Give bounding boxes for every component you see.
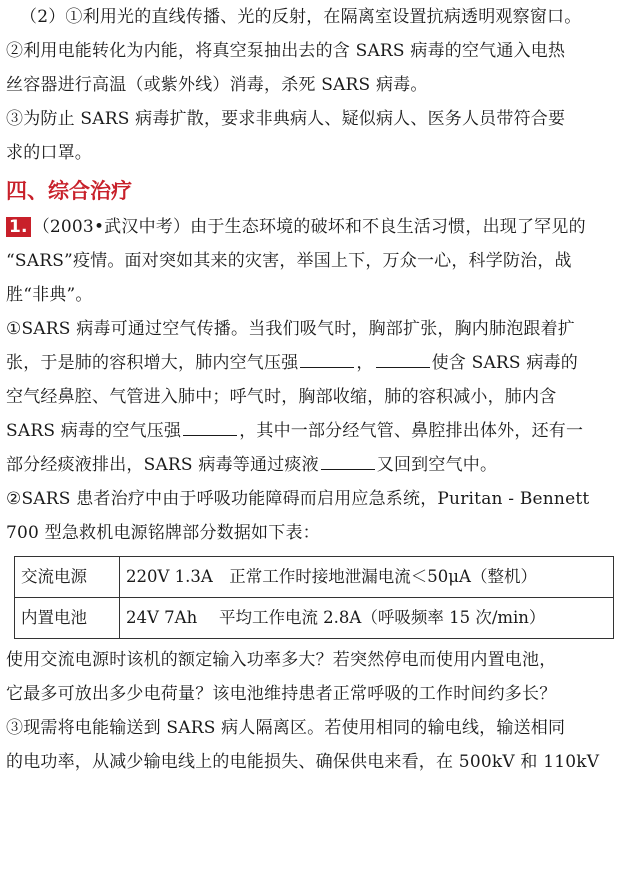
text-line: ②利用电能转化为内能，将真空泵抽出去的含 SARS 病毒的空气通入电热 xyxy=(6,41,566,61)
text-segment: 又回到空气中。 xyxy=(376,455,498,475)
text-line: 的电功率，从减少输电线上的电能损失、确保供电来看，在 500kV 和 110kV xyxy=(6,752,600,772)
text-segment: SARS 病毒的空气压强 xyxy=(6,421,182,441)
text-segment: 张，于是肺的容积增大，肺内空气压强 xyxy=(6,353,299,373)
section-title: 四、综合治疗 xyxy=(6,179,132,203)
table-cell-key: 交流电源 xyxy=(15,557,120,598)
text-line: ②SARS 患者治疗中由于呼吸功能障碍而启用应急系统，Puritan - Bennett xyxy=(6,489,590,509)
text-line: ①SARS 病毒可通过空气传播。当我们吸气时，胸部扩张，胸内肺泡跟着扩 xyxy=(6,319,576,339)
answer-blank[interactable] xyxy=(376,351,430,368)
text-segment: 部分经痰液排出，SARS 病毒等通过痰液 xyxy=(6,455,319,475)
text-line: 胜“非典”。 xyxy=(6,285,93,305)
text-line xyxy=(6,414,632,448)
text-segment: 使含 SARS 病毒的 xyxy=(431,353,578,373)
table-row xyxy=(15,557,614,598)
text-line: 使用交流电源时该机的额定输入功率多大？若突然停电而使用内置电池， xyxy=(6,650,557,670)
table-row xyxy=(15,598,614,639)
text-line: ③现需将电能输送到 SARS 病人隔离区。若使用相同的输电线，输送相同 xyxy=(6,718,566,738)
table-cell-value: 24V 7Ah 平均工作电流 2.8A（呼吸频率 15 次/min） xyxy=(120,598,614,639)
text-segment: ，其中一部分经气管、鼻腔排出体外，还有一 xyxy=(239,421,584,441)
text-line: 丝容器进行高温（或紫外线）消毒，杀死 SARS 病毒。 xyxy=(6,75,428,95)
answer-blank[interactable] xyxy=(183,419,237,436)
question-number: 1. xyxy=(6,217,31,237)
text-line: 求的口罩。 xyxy=(6,143,92,163)
text-line: 空气经鼻腔、气管进入肺中；呼气时，胸部收缩，肺的容积减小，肺内含 xyxy=(6,387,557,407)
question-line xyxy=(6,210,632,244)
answer-blank[interactable] xyxy=(300,351,354,368)
text-line xyxy=(6,448,632,482)
nameplate-table xyxy=(14,556,614,639)
text-line: （2）①利用光的直线传播、光的反射，在隔离室设置抗病透明观察窗口。 xyxy=(20,7,582,27)
text-line xyxy=(6,346,632,380)
text-line: 700 型急救机电源铭牌部分数据如下表： xyxy=(6,523,320,543)
text-line: 它最多可放出多少电荷量？该电池维持患者正常呼吸的工作时间约多长？ xyxy=(6,684,557,704)
answer-blank[interactable] xyxy=(321,453,375,470)
question-text: （2003•武汉中考）由于生态环境的破坏和不良生活习惯，出现了罕见的 xyxy=(32,217,586,237)
text-line: “SARS”疫情。面对突如其来的灾害，举国上下，万众一心，科学防治，战 xyxy=(6,251,572,271)
text-line: ③为防止 SARS 病毒扩散，要求非典病人、疑似病人、医务人员带符合要 xyxy=(6,109,566,129)
text-segment: ， xyxy=(356,353,374,373)
table-cell-value: 220V 1.3A 正常工作时接地泄漏电流＜50μA（整机） xyxy=(120,557,614,598)
table-cell-key: 内置电池 xyxy=(15,598,120,639)
